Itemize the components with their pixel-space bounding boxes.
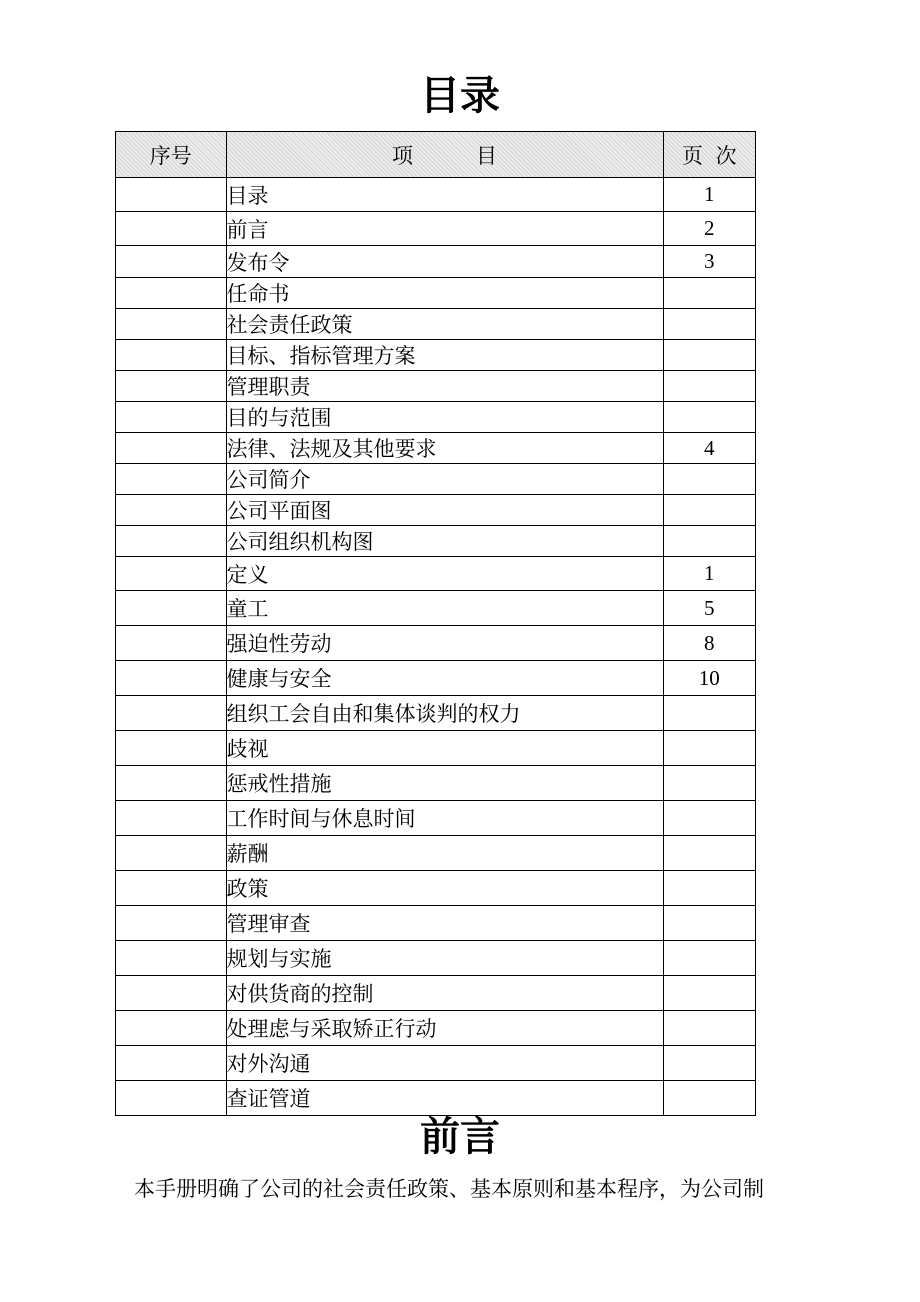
row-item-cell: 规划与实施 (226, 941, 663, 976)
row-page-cell (663, 976, 755, 1011)
header-seq: 序号 (116, 132, 227, 178)
row-item-cell: 定义 (226, 557, 663, 591)
row-page-cell: 1 (663, 178, 755, 212)
row-item-cell: 任命书 (226, 278, 663, 309)
table-row (116, 696, 756, 731)
row-item-cell: 惩戒性措施 (226, 766, 663, 801)
row-item-cell: 对供货商的控制 (226, 976, 663, 1011)
row-page-cell (663, 278, 755, 309)
row-item-cell: 公司平面图 (226, 495, 663, 526)
row-seq-cell (116, 495, 227, 526)
table-row (116, 495, 756, 526)
row-seq-cell (116, 1046, 227, 1081)
row-seq-cell (116, 464, 227, 495)
row-page-cell (663, 941, 755, 976)
row-page-cell (663, 1081, 755, 1116)
table-row (116, 526, 756, 557)
row-page-cell (663, 696, 755, 731)
page-title: 目录 (420, 73, 500, 119)
row-seq-cell (116, 526, 227, 557)
row-page-cell: 10 (663, 661, 755, 696)
table-row (116, 340, 756, 371)
row-item-cell: 管理职责 (226, 371, 663, 402)
row-item-cell: 工作时间与休息时间 (226, 801, 663, 836)
row-page-cell (663, 340, 755, 371)
row-seq-cell (116, 1081, 227, 1116)
row-page-cell (663, 464, 755, 495)
table-row (116, 836, 756, 871)
row-seq-cell (116, 340, 227, 371)
row-item-cell: 童工 (226, 591, 663, 626)
table-row (116, 591, 756, 626)
row-item-cell: 目的与范围 (226, 402, 663, 433)
row-page-cell (663, 526, 755, 557)
row-seq-cell (116, 371, 227, 402)
table-row (116, 871, 756, 906)
table-row (116, 464, 756, 495)
header-page: 页 次 (663, 132, 755, 178)
row-item-cell: 公司组织机构图 (226, 526, 663, 557)
row-item-cell: 发布令 (226, 246, 663, 278)
table-row (116, 246, 756, 278)
row-item-cell: 对外沟通 (226, 1046, 663, 1081)
row-seq-cell (116, 696, 227, 731)
row-item-cell: 健康与安全 (226, 661, 663, 696)
table-row (116, 1081, 756, 1116)
row-item-cell: 薪酬 (226, 836, 663, 871)
row-seq-cell (116, 1011, 227, 1046)
row-page-cell: 4 (663, 433, 755, 464)
row-seq-cell (116, 212, 227, 246)
row-page-cell (663, 836, 755, 871)
table-row (116, 976, 756, 1011)
row-seq-cell (116, 278, 227, 309)
preface-paragraph: 本手册明确了公司的社会责任政策、基本原则和基本程序，为公司制 (134, 1177, 764, 1201)
row-item-cell: 目录 (226, 178, 663, 212)
row-item-cell: 强迫性劳动 (226, 626, 663, 661)
row-seq-cell (116, 801, 227, 836)
table-row (116, 766, 756, 801)
header-item: 项 目 (226, 132, 663, 178)
row-item-cell: 目标、指标管理方案 (226, 340, 663, 371)
table-row (116, 661, 756, 696)
row-item-cell: 公司简介 (226, 464, 663, 495)
row-seq-cell (116, 661, 227, 696)
row-seq-cell (116, 626, 227, 661)
row-item-cell: 处理虑与采取矫正行动 (226, 1011, 663, 1046)
row-seq-cell (116, 402, 227, 433)
table-row (116, 278, 756, 309)
table-row (116, 371, 756, 402)
table-row (116, 402, 756, 433)
row-item-cell: 前言 (226, 212, 663, 246)
row-page-cell (663, 906, 755, 941)
row-seq-cell (116, 731, 227, 766)
row-page-cell (663, 801, 755, 836)
row-seq-cell (116, 976, 227, 1011)
row-seq-cell (116, 766, 227, 801)
row-seq-cell (116, 557, 227, 591)
row-page-cell: 3 (663, 246, 755, 278)
row-page-cell (663, 1011, 755, 1046)
table-row (116, 731, 756, 766)
table-row (116, 178, 756, 212)
row-page-cell (663, 1046, 755, 1081)
row-item-cell: 组织工会自由和集体谈判的权力 (226, 696, 663, 731)
section-title: 前言 (420, 1114, 500, 1160)
row-page-cell: 8 (663, 626, 755, 661)
row-seq-cell (116, 309, 227, 340)
row-seq-cell (116, 941, 227, 976)
row-seq-cell (116, 246, 227, 278)
row-item-cell: 管理审查 (226, 906, 663, 941)
row-page-cell: 1 (663, 557, 755, 591)
row-seq-cell (116, 906, 227, 941)
table-row (116, 557, 756, 591)
row-page-cell: 5 (663, 591, 755, 626)
row-page-cell (663, 731, 755, 766)
table-row (116, 626, 756, 661)
row-page-cell (663, 371, 755, 402)
table-row (116, 801, 756, 836)
row-item-cell: 歧视 (226, 731, 663, 766)
table-row (116, 1011, 756, 1046)
row-page-cell (663, 766, 755, 801)
row-item-cell: 查证管道 (226, 1081, 663, 1116)
row-seq-cell (116, 836, 227, 871)
table-row (116, 309, 756, 340)
row-page-cell (663, 309, 755, 340)
toc-table (115, 131, 756, 1116)
row-seq-cell (116, 178, 227, 212)
row-seq-cell (116, 871, 227, 906)
table-row (116, 906, 756, 941)
row-seq-cell (116, 591, 227, 626)
table-row (116, 212, 756, 246)
row-item-cell: 政策 (226, 871, 663, 906)
table-row (116, 941, 756, 976)
row-item-cell: 社会责任政策 (226, 309, 663, 340)
row-page-cell (663, 871, 755, 906)
row-page-cell (663, 402, 755, 433)
row-page-cell: 2 (663, 212, 755, 246)
table-row (116, 1046, 756, 1081)
table-header-row (116, 132, 756, 178)
row-item-cell: 法律、法规及其他要求 (226, 433, 663, 464)
table-row (116, 433, 756, 464)
row-page-cell (663, 495, 755, 526)
row-seq-cell (116, 433, 227, 464)
